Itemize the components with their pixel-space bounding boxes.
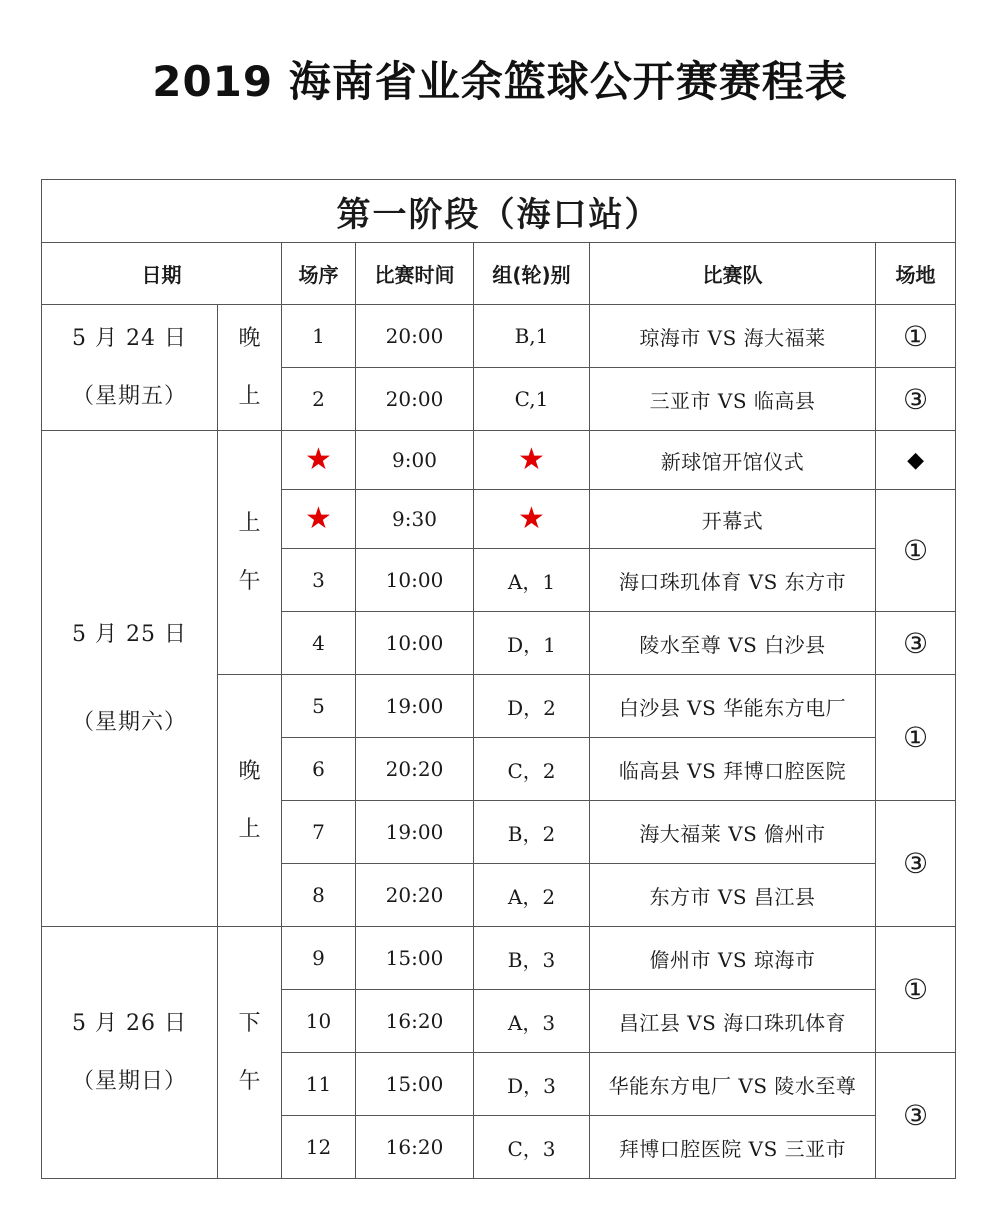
stage-title: 第一阶段（海口站） <box>42 180 956 243</box>
order-cell: 2 <box>282 368 356 431</box>
group-cell: A，3 <box>474 990 590 1053</box>
period-char: 上 <box>238 383 261 409</box>
teams-cell: 拜博口腔医院 VS 三亚市 <box>590 1116 876 1179</box>
order-cell: 1 <box>282 305 356 368</box>
time-cell: 16:20 <box>356 1116 474 1179</box>
table-header-row <box>42 243 956 305</box>
time-cell: 19:00 <box>356 801 474 864</box>
time-cell: 20:20 <box>356 738 474 801</box>
table-row <box>42 927 956 990</box>
teams-cell: 华能东方电厂 VS 陵水至尊 <box>590 1053 876 1116</box>
teams-cell: 海大福莱 VS 儋州市 <box>590 801 876 864</box>
teams-cell: 东方市 VS 昌江县 <box>590 864 876 927</box>
time-cell: 19:00 <box>356 675 474 738</box>
venue-cell: ① <box>876 675 956 801</box>
period-cell-evening <box>218 305 282 431</box>
teams-cell: 新球馆开馆仪式 <box>590 431 876 490</box>
time-cell: 10:00 <box>356 549 474 612</box>
group-cell: C，3 <box>474 1116 590 1179</box>
teams-cell: 陵水至尊 VS 白沙县 <box>590 612 876 675</box>
venue-cell: ① <box>876 305 956 368</box>
time-cell: 9:00 <box>356 431 474 490</box>
date-cell-may25 <box>42 431 218 927</box>
order-cell: 9 <box>282 927 356 990</box>
header-date: 日期 <box>42 243 282 305</box>
order-cell: 12 <box>282 1116 356 1179</box>
star-icon: ★ <box>474 490 590 549</box>
date-label: 5 月 24 日 <box>72 325 187 351</box>
group-cell: A，2 <box>474 864 590 927</box>
period-char: 午 <box>238 1068 261 1094</box>
period-cell-afternoon <box>218 927 282 1179</box>
group-cell: D，2 <box>474 675 590 738</box>
period-char: 午 <box>238 568 261 594</box>
weekday-label: （星期日） <box>71 1068 187 1094</box>
time-cell: 9:30 <box>356 490 474 549</box>
header-group: 组(轮)别 <box>474 243 590 305</box>
order-cell: 11 <box>282 1053 356 1116</box>
teams-cell: 三亚市 VS 临高县 <box>590 368 876 431</box>
time-cell: 16:20 <box>356 990 474 1053</box>
weekday-label: （星期六） <box>71 709 187 735</box>
star-icon: ★ <box>474 431 590 490</box>
date-label: 5 月 25 日 <box>72 621 187 647</box>
period-char: 上 <box>238 510 261 536</box>
group-cell: C,1 <box>474 368 590 431</box>
header-order: 场序 <box>282 243 356 305</box>
teams-cell: 昌江县 VS 海口珠玑体育 <box>590 990 876 1053</box>
group-cell: A，1 <box>474 549 590 612</box>
teams-cell: 海口珠玑体育 VS 东方市 <box>590 549 876 612</box>
group-cell: B,1 <box>474 305 590 368</box>
period-char: 晚 <box>238 758 261 784</box>
venue-cell: ③ <box>876 612 956 675</box>
teams-cell: 临高县 VS 拜博口腔医院 <box>590 738 876 801</box>
star-icon: ★ <box>282 490 356 549</box>
header-time: 比赛时间 <box>356 243 474 305</box>
venue-cell: ③ <box>876 801 956 927</box>
time-cell: 20:00 <box>356 305 474 368</box>
period-cell-evening <box>218 675 282 927</box>
time-cell: 15:00 <box>356 927 474 990</box>
date-cell-may26 <box>42 927 218 1179</box>
page-title: 2019 海南省业余篮球公开赛赛程表 <box>152 57 848 106</box>
weekday-label: （星期五） <box>71 383 187 409</box>
order-cell: 4 <box>282 612 356 675</box>
group-cell: B，3 <box>474 927 590 990</box>
group-cell: D，3 <box>474 1053 590 1116</box>
venue-cell: ③ <box>876 368 956 431</box>
table-row <box>42 305 956 368</box>
header-teams: 比赛队 <box>590 243 876 305</box>
group-cell: C，2 <box>474 738 590 801</box>
diamond-icon: ◆ <box>876 431 956 490</box>
group-cell: B，2 <box>474 801 590 864</box>
teams-cell: 开幕式 <box>590 490 876 549</box>
date-label: 5 月 26 日 <box>72 1010 187 1036</box>
order-cell: 7 <box>282 801 356 864</box>
order-cell: 6 <box>282 738 356 801</box>
star-icon: ★ <box>282 431 356 490</box>
schedule-table <box>41 179 956 1179</box>
period-cell-morning <box>218 431 282 675</box>
header-venue: 场地 <box>876 243 956 305</box>
date-cell-may24 <box>42 305 218 431</box>
order-cell: 8 <box>282 864 356 927</box>
period-char: 晚 <box>238 325 261 351</box>
time-cell: 20:00 <box>356 368 474 431</box>
group-cell: D，1 <box>474 612 590 675</box>
period-char: 下 <box>238 1010 261 1036</box>
period-char: 上 <box>238 816 261 842</box>
order-cell: 3 <box>282 549 356 612</box>
venue-cell: ① <box>876 927 956 1053</box>
time-cell: 15:00 <box>356 1053 474 1116</box>
order-cell: 5 <box>282 675 356 738</box>
venue-cell: ① <box>876 490 956 612</box>
venue-cell: ③ <box>876 1053 956 1179</box>
teams-cell: 儋州市 VS 琼海市 <box>590 927 876 990</box>
table-row <box>42 431 956 490</box>
time-cell: 20:20 <box>356 864 474 927</box>
time-cell: 10:00 <box>356 612 474 675</box>
teams-cell: 白沙县 VS 华能东方电厂 <box>590 675 876 738</box>
order-cell: 10 <box>282 990 356 1053</box>
teams-cell: 琼海市 VS 海大福莱 <box>590 305 876 368</box>
